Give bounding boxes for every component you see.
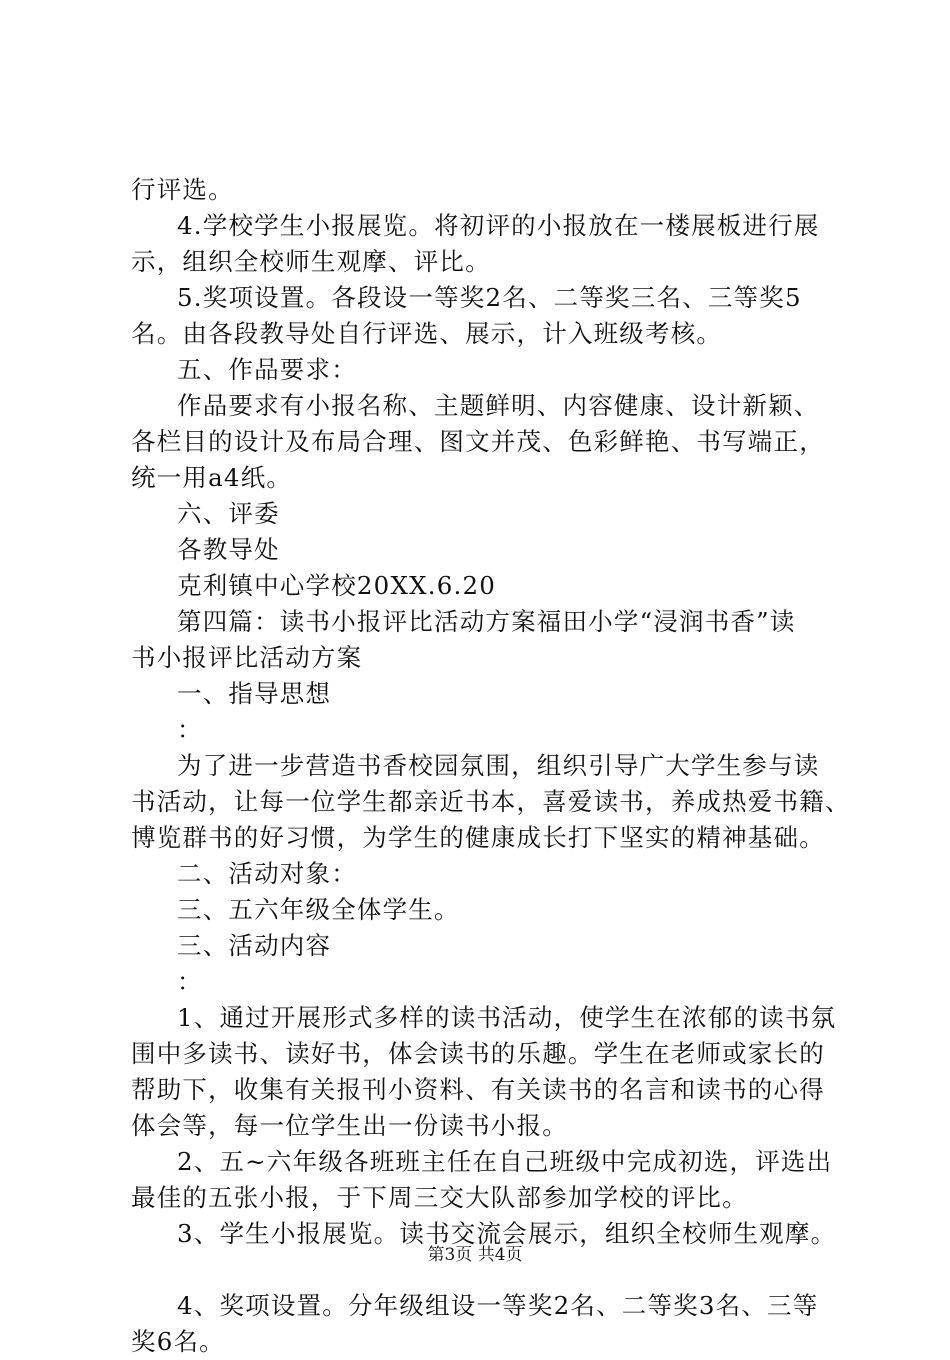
text-line: 各栏目的设计及布局合理、图文并茂、色彩鲜艳、书写端正， [131, 427, 825, 456]
text-line: 博览群书的好习惯，为学生的健康成长打下坚实的精神基础。 [131, 823, 825, 852]
text-line: 最佳的五张小报，于下周三交大队部参加学校的评比。 [131, 1183, 748, 1212]
text-line: 2、五~六年级各班班主任在自己班级中完成初选，评选出 [177, 1147, 833, 1176]
section-heading: 一、指导思想 [177, 679, 332, 708]
text-line: 名。由各段教导处自行评选、展示，计入班级考核。 [131, 319, 723, 348]
text-line: 5.奖项设置。各段设一等奖2名、二等奖三名、三等奖5 [177, 283, 802, 312]
text-line: ： [177, 967, 203, 996]
text-line: 4、奖项设置。分年级组设一等奖2名、二等奖3名、三等 [177, 1291, 819, 1320]
text-line: 行评选。 [131, 175, 234, 204]
text-line: 各教导处 [177, 535, 280, 564]
page-footer [0, 1243, 950, 1267]
section-heading: 六、评委 [177, 499, 280, 528]
text-line: 3、学生小报展览。读书交流会展示，组织全校师生观摩。 [177, 1219, 837, 1248]
text-line: 示，组织全校师生观摩、评比。 [131, 247, 491, 276]
text-line: 奖6名。 [131, 1327, 225, 1356]
text-line: 作品要求有小报名称、主题鲜明、内容健康、设计新颖、 [177, 391, 820, 420]
text-line: 统一用a4纸。 [131, 463, 293, 492]
text-line: ： [177, 715, 203, 744]
page-total: 共4页 [477, 1245, 523, 1265]
text-line: 帮助下，收集有关报刊小资料、有关读书的名言和读书的心得 [131, 1075, 825, 1104]
text-line: 为了进一步营造书香校园氛围，组织引导广大学生参与读 [177, 751, 820, 780]
chapter-title: 书小报评比活动方案 [131, 643, 363, 672]
document-body [131, 172, 851, 1360]
signature-line: 克利镇中心学校20XX.6.20 [177, 571, 497, 600]
text-line: 围中多读书、读好书，体会读书的乐趣。学生在老师或家长的 [131, 1039, 825, 1068]
text-line: 体会等，每一位学生出一份读书小报。 [131, 1111, 568, 1140]
section-heading: 二、活动对象： [177, 859, 357, 888]
section-heading: 三、活动内容 [177, 931, 332, 960]
text-line: 4.学校学生小报展览。将初评的小报放在一楼展板进行展 [177, 211, 820, 240]
page-number: 第3页 [427, 1245, 473, 1265]
section-heading: 五、作品要求： [177, 355, 357, 384]
text-line: 三、五六年级全体学生。 [177, 895, 460, 924]
chapter-title: 第四篇：读书小报评比活动方案福田小学“浸润书香”读 [177, 607, 796, 636]
text-line: 书活动，让每一位学生都亲近书本，喜爱读书，养成热爱书籍、 [131, 787, 851, 816]
text-line: 1、通过开展形式多样的读书活动，使学生在浓郁的读书氛 [177, 1003, 837, 1032]
